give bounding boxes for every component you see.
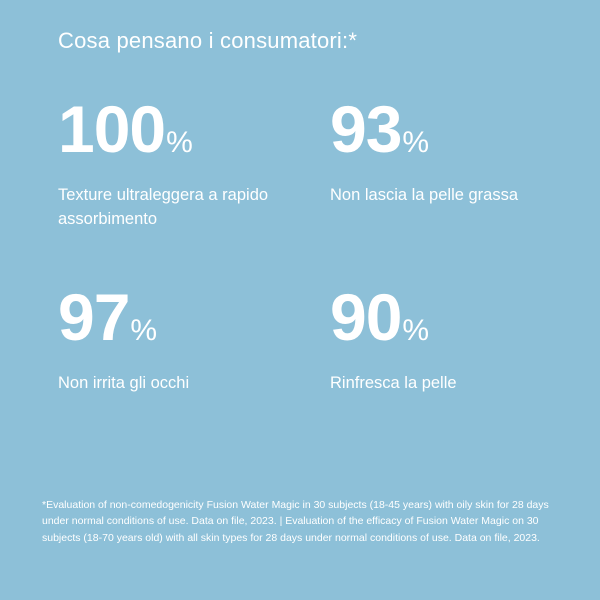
stat-item-4 [330,280,542,396]
stat-label-3: Non irrita gli occhi [58,374,190,392]
stat-value-2 [330,92,542,166]
stat-item-2 [330,92,542,284]
stat-unit-3: % [130,314,158,347]
stat-item-3 [58,280,330,396]
stat-item-1 [58,92,330,284]
stat-value-4 [330,280,542,354]
page-title: Cosa pensano i consumatori:* [58,28,358,53]
stat-number-2: 93 [330,92,402,166]
stat-unit-4: % [402,314,430,347]
stat-label-2: Non lascia la pelle grassa [330,186,519,204]
stats-grid [58,92,542,396]
stat-label-1: Texture ultraleggera a rapido assorbimento [58,186,269,228]
stat-value-3 [58,280,330,354]
footnote: *Evaluation of non-comedogenicity Fusion Water Magic in 30 subjects (18-45 years) with oily skin for 28 days under normal conditions of use. Data on file, 2023. | Evaluation of the efficacy of Fusion Water Magic on 30 subjects (18-70 years old) with all skin types for 28 days under normal conditions of use. Data on file, 2023. [42,499,549,544]
stat-label-4: Rinfresca la pelle [330,374,457,392]
stat-unit-1: % [166,126,193,159]
stat-unit-2: % [402,126,430,159]
stat-number-4: 90 [330,280,402,354]
stat-number-1: 100 [58,92,166,166]
stat-value-1 [58,92,330,166]
stat-number-3: 97 [58,280,130,354]
